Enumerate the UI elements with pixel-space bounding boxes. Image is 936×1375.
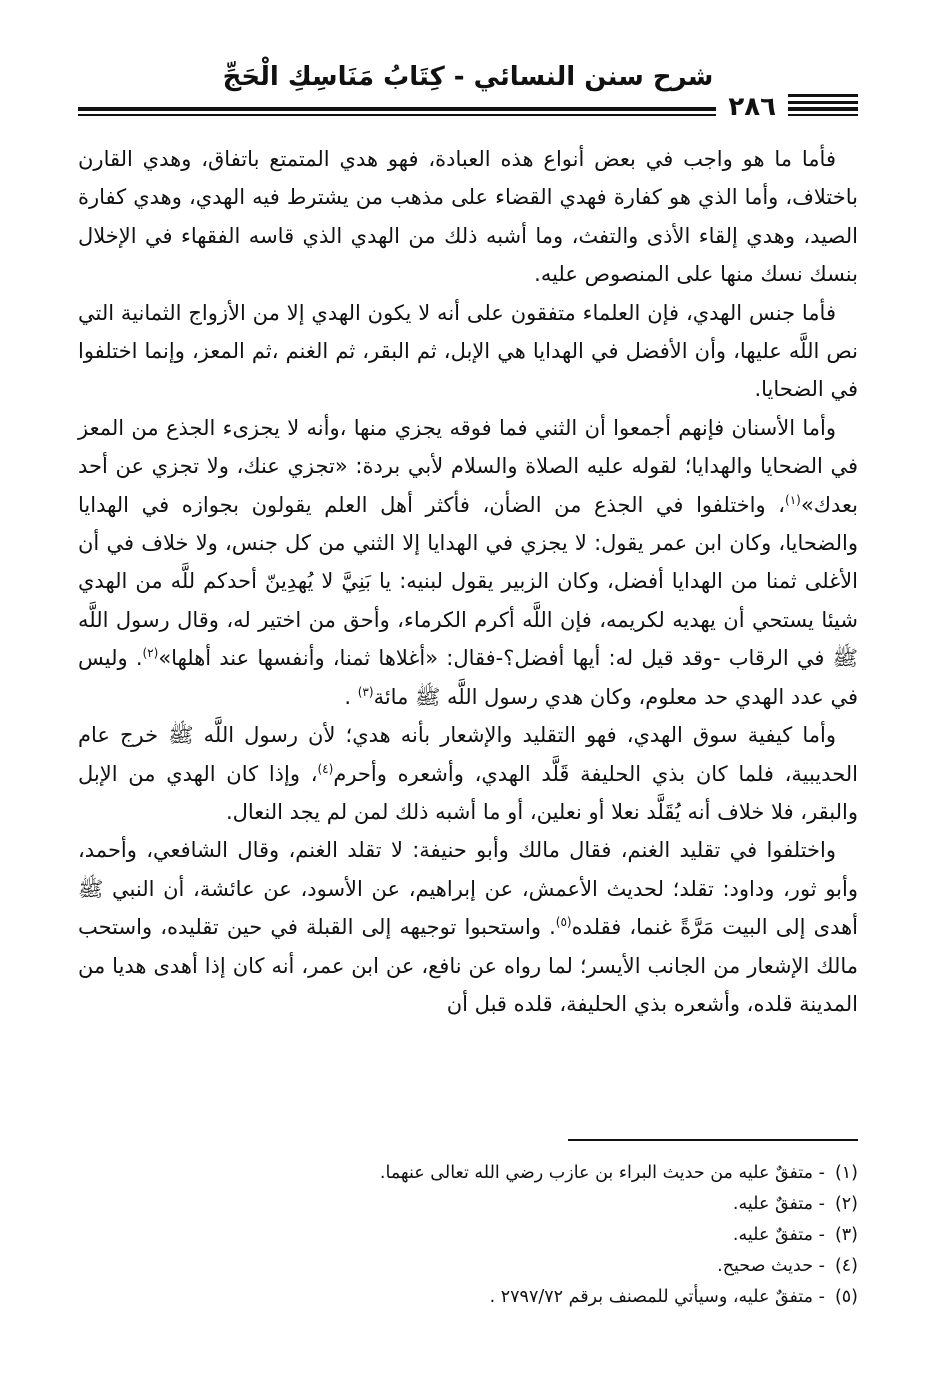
footnote-number: (٤) [834, 1256, 858, 1276]
footnote-2 [78, 1189, 858, 1220]
footnote-separator [568, 1139, 858, 1141]
paragraph-4: وأما كيفية سوق الهدي، فهو التقليد والإشعار بأنه هدي؛ لأن رسول اللَّه ﷺ خرج عام الحديبية، فلما كان بذي الحليفة قَلَّد الهدي، وأشعره وأحرم$^{(٤)}$، وإذا كان الهدي من الإبل والبقر، فلا خلاف أنه يُقَلَّد نعلا أو نعلين، أو ما أشبه ذلك لمن لم يجد النعال. [78, 723, 858, 824]
footnote-ref-1[interactable]: (١) [785, 492, 801, 507]
paragraph-2: فأما جنس الهدي، فإن العلماء متفقون على أنه لا يكون الهدي إلا من الأزواج الثمانية التي نص اللَّه عليها، وأن الأفضل في الهدايا هي الإبل، ثم البقر، ثم الغنم ،ثم المعز، وإنما اختلفوا في الضحايا. [78, 300, 858, 402]
footnote-text: - متفقٌ عليه من حديث البراء بن عازب رضي الله تعالى عنهما. [379, 1163, 825, 1183]
footnote-ref-3[interactable]: (٣) [357, 684, 374, 699]
footnote-text: - متفقٌ عليه. [732, 1194, 825, 1214]
footnote-ref-5[interactable]: (٥) [555, 915, 572, 930]
footnote-ref-2[interactable]: (٢) [142, 646, 159, 661]
page-header [78, 50, 858, 130]
paragraph-1: فأما ما هو واجب في بعض أنواع هذه العبادة، فهو هدي المتمتع باتفاق، وهدي القارن باختلاف، وأما الذي هو كفارة فهدي القضاء على مذهب من يشترط فيه الهدي، وهدي كفارة الصيد، وهدي إلقاء الأذى والتفث، وما أشبه ذلك من الهدي الذي قاسه الفقهاء في الإخلال بنسك نسك منها على المنصوص عليه. [78, 147, 858, 287]
footnote-text: - متفقٌ عليه. [732, 1225, 825, 1245]
paragraph-3: وأما الأسنان فإنهم أجمعوا أن الثني فما فوقه يجزي منها ،وأنه لا يجزىء الجذع من المعز في الضحايا والهدايا؛ لقوله عليه الصلاة والسلام لأبي بردة: «تجزي عنك، ولا تجزي عن أحد بعدك»$^{(١)}$، واختلفوا في الجذع من الضأن، فأكثر أهل العلم يقولون بجوازه في الهدايا والضحايا، وكان ابن عمر يقول: لا يجزي في الهدايا إلا الثني من كل جنس، ولا خلاف في أن الأغلى ثمنا من الهدايا أفضل، وكان الزبير يقول لبنيه: يا بَنِيَّ لا يُهدِينّ أحدكم للَّه من الهدي شيئا يستحي أن يهديه لكريمه، فإن اللَّه أكرم الكرماء، وأحق من اختير له، وقال رسول اللَّه ﷺ في الرقاب -وقد قيل له: أيها أفضل؟-فقال: «أغلاها ثمنا، وأنفسها عند أهلها»$^{(٢)}$. وليس في عدد الهدي حد معلوم، وكان هدي رسول اللَّه ﷺ مائة$^{(٣)}$ . [78, 415, 859, 709]
footnote-number: (١) [834, 1163, 858, 1183]
paragraph-5: واختلفوا في تقليد الغنم، فقال مالك وأبو حنيفة: لا تقلد الغنم، وقال الشافعي، وأحمد، وأبو ثور، وداود: تقلد؛ لحديث الأعمش، عن إبراهيم، عن الأسود، عن عائشة، أن النبي ﷺ أهدى إلى البيت مَرَّةً غنما، فقلده$^{(٥)}$. واستحبوا توجيهه إلى القبلة في حين تقليده، واستحب مالك الإشعار من الجانب الأيسر؛ لما رواه عن نافع، عن ابن عمر، أنه كان إذا أهدى هديا من المدينة قلده، وأشعره بذي الحليفة، قلده قبل أن [78, 838, 858, 1016]
running-title: شرح سنن النسائي - كِتَابُ مَنَاسِكِ الْحَجِّ [222, 62, 714, 92]
footnote-ref-4[interactable]: (٤) [317, 761, 334, 776]
footnote-5 [78, 1282, 858, 1313]
footnote-1 [78, 1158, 858, 1189]
footnote-number: (٣) [834, 1225, 858, 1245]
footnote-4 [78, 1251, 858, 1282]
footnotes [78, 1158, 858, 1313]
page-number-ornament [788, 94, 858, 115]
footnote-number: (٥) [834, 1287, 858, 1307]
page-number: ٢٨٦ [716, 90, 788, 124]
body-text [78, 140, 858, 1023]
footnote-text: - متفقٌ عليه، وسيأتي للمصنف برقم ٢٧٩٧/٧٢ . [489, 1287, 825, 1307]
footnote-3 [78, 1220, 858, 1251]
footnote-number: (٢) [834, 1194, 858, 1214]
footnote-text: - حديث صحيح. [717, 1256, 825, 1276]
